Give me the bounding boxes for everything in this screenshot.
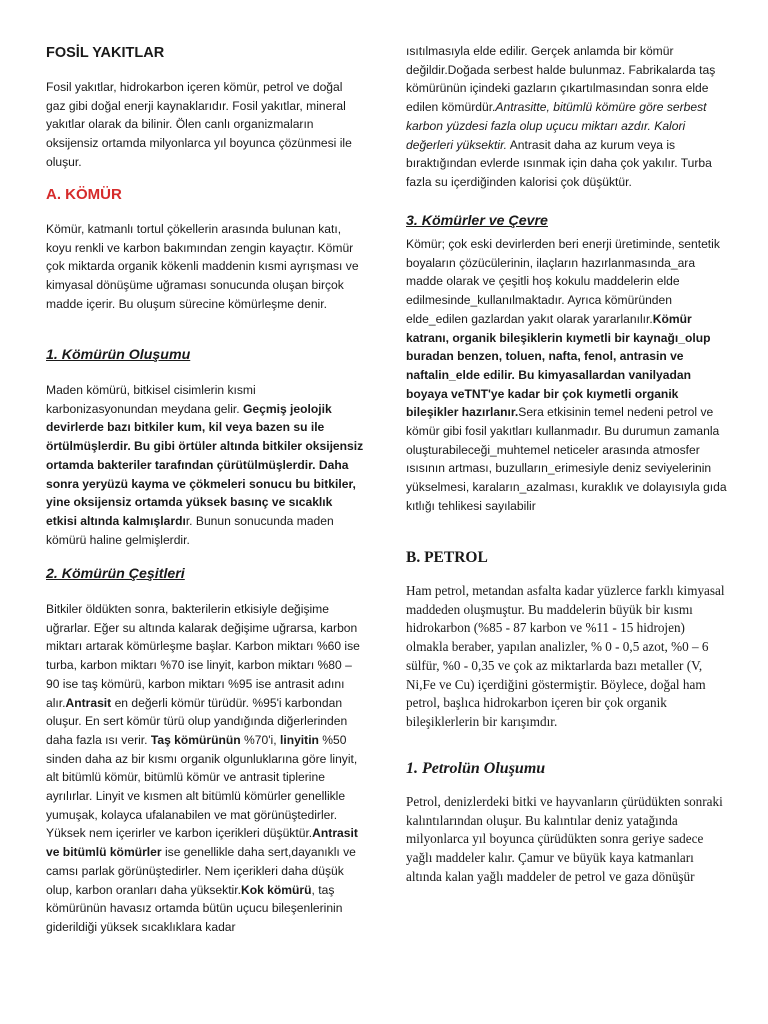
komur-cesitleri-continued: ısıtılmasıyla elde edilir. Gerçek anlamda bir kömür değildir.Doğada serbest halde bulunmaz. Fabrikalarda taş kömürünün içindeki gazların çıkartılmasından sonra elde edilen kömürdür.Antrasitte, bitümlü kömüre göre serbest karbon yüzdesi fazla olup uçucu miktarı azdır. Kalori değerleri yüksektir. Antrasit daha az kurum veya is bıraktığından evlerde ısınmak için daha çok yakılır. Turba fazla su içerdiğinden kalorisi çok düşüktür. <box>406 44 716 189</box>
komurler-ve-cevre-paragraph: Kömür; çok eski devirlerden beri enerji üretiminde, sentetik boyaların çözücülerinin, ilaçların hazırlanmasında_ara madde olarak ve çeşitli hoş kokulu maddelerin elde edilmesinde_kullanılmaktadır. Ayrıca kömüründen elde_edilen gazlardan yakıt olarak yararlanılır.Kömür katranı, organik bileşiklerin kıymetli bir kaynağı_olup buradan benzen, toluen, nafta, fenol, antrasin ve naftalin_elde edilir. Bu kimyasallardan vanilyadan boyaya veTNT'ye kadar bir çok kıymetli organik bileşikler hazırlanır.Sera etkisinin temel nedeni petrol ve kömür gibi fosil yakıtları kullanmadır. Bu durumun zamanla oluşturabileceği_muhtemel neticeler arasında atmosfer ısısının artması, buzulların_erimesiyle deniz seviyelerinin yükselmesi, karaların_azalması, kuraklık ve dolayısıyla gıda kıtlığı tehlikesi sayılabilir <box>406 237 727 513</box>
subheading-komur-olusumu: 1. Kömürün Oluşumu <box>46 347 191 363</box>
section-heading-komur: A. KÖMÜR <box>46 186 122 203</box>
subheading-petrolun-olusumu: 1. Petrolün Oluşumu <box>406 760 546 777</box>
petrol-paragraph: Ham petrol, metandan asfalta kadar yüzlerce farklı kimyasal maddeden oluşmuştur. Bu maddelerin büyük bir kısmı hidrokarbon (%85 - 87 karbon ve %11 - 15 hidrojen) olmakla beraber, yapılan analizler, % 0 - 0,5 azot, %0 – 6 sülfür, %0 - 0,35 ve çok az miktarlarda bazı metaller (V, Ni,Fe ve Cu) içerdiğini göstermiştir. Böylece, doğal ham petrol, başlıca hidrokarbon içeren bir çok organik bileşiklerlerin bir karışımdır. <box>406 583 725 729</box>
intro-paragraph: Fosil yakıtlar, hidrokarbon içeren kömür, petrol ve doğal gaz gibi doğal enerji kaynaklarıdır. Fosil yakıtlar, mineral yakıtlar olarak da bilinir. Ölen canlı organizmaların oksijensiz ortamda milyonlarca yıl boyunca çözünmesi ile oluşur. <box>46 80 352 169</box>
subheading-komurler-ve-cevre: 3. Kömürler ve Çevre <box>406 213 548 229</box>
section-heading-petrol: B. PETROL <box>406 549 488 566</box>
subheading-komur-cesitleri: 2. Kömürün Çeşitleri <box>46 566 185 582</box>
komur-cesitleri-paragraph: Bitkiler öldükten sonra, bakterilerin etkisiyle değişime uğrarlar. Eğer su altında kalarak değişime uğrarsa, karbon miktarı artarak kömürleşme başlar. Karbon miktarı %60 ise turba, karbon miktarı %70 ise linyit, karbon miktarı %80 – 90 ise taş kömürü, karbon miktarı %95 ise antrasit adını alır.Antrasit en değerli kömür türüdür. %95'i karbondan oluşur. En sert kömür türü olup yandığında diğerlerinden daha fazla ısı verir. Taş kömürünün %70'i, linyitin %50 sinden daha az bir kısmı organik olgunluklarına göre linyit, alt bitümlü kömür, bitümlü kömür ve antrasit tiplerine ayrılırlar. Linyit ve kısmen alt bitümlü kömürler genellikle yumuşak, kolayca ufalanabilen ve mat görünüştedirler. Yüksek nem içerirler ve karbon içerikleri düşüktür.Antrasit ve bitümlü kömürler ise genellikle daha sert,dayanıklı ve camsı parlak görünüştedirler. Nem içerikleri daha düşük olup, karbon oranları daha yüksektir.Kok kömürü, taş kömürünün havasız ortamda bütün uçucu bileşenlerinin giderildiği yüksek sıcaklıklara kadar <box>46 602 360 934</box>
komur-paragraph: Kömür, katmanlı tortul çökellerin arasında bulunan katı, koyu renkli ve karbon bakımından zengin kayaçtır. Kömür çok miktarda organik kökenli maddenin kısmi ayrışması ve kimyasal dönüşüme uğraması sonucunda oluşan birçok madde içerir. Bu oluşum sürecine kömürleşme denir. <box>46 222 359 311</box>
petrolun-olusumu-paragraph: Petrol, denizlerdeki bitki ve hayvanların çürüdükten sonraki kalıntılarından oluşur. Bu kalıntılar deniz yatağında milyonlarca yıl boyunca çürüdükten sonra geriye sadece yağlı maddeler kalır. Çamur ve büyük kaya katmanları altında kalan yağlı maddeler de petrol ve gaza dönüşür <box>406 794 723 884</box>
komur-olusumu-paragraph: Maden kömürü, bitkisel cisimlerin kısmi karbonizasyonundan meydana gelir. Geçmiş jeolojik devirlerde bazı bitkiler kum, kil veya bazen su ile örtülmüşlerdir. Bu gibi örtüler altında bitkiler oksijensiz ortamda bakteriler tarafından çürütülmüşlerdir. Daha sonra yeryüzü kayma ve çökmeleri sonucu bu bitkiler, yine oksijensiz ortamda yüksek basınç ve sıcaklık etkisi altında kalmışlardır. Bunun sonucunda maden kömürü haline gelmişlerdir. <box>46 383 364 547</box>
document-title: FOSİL YAKITLAR <box>46 45 165 61</box>
